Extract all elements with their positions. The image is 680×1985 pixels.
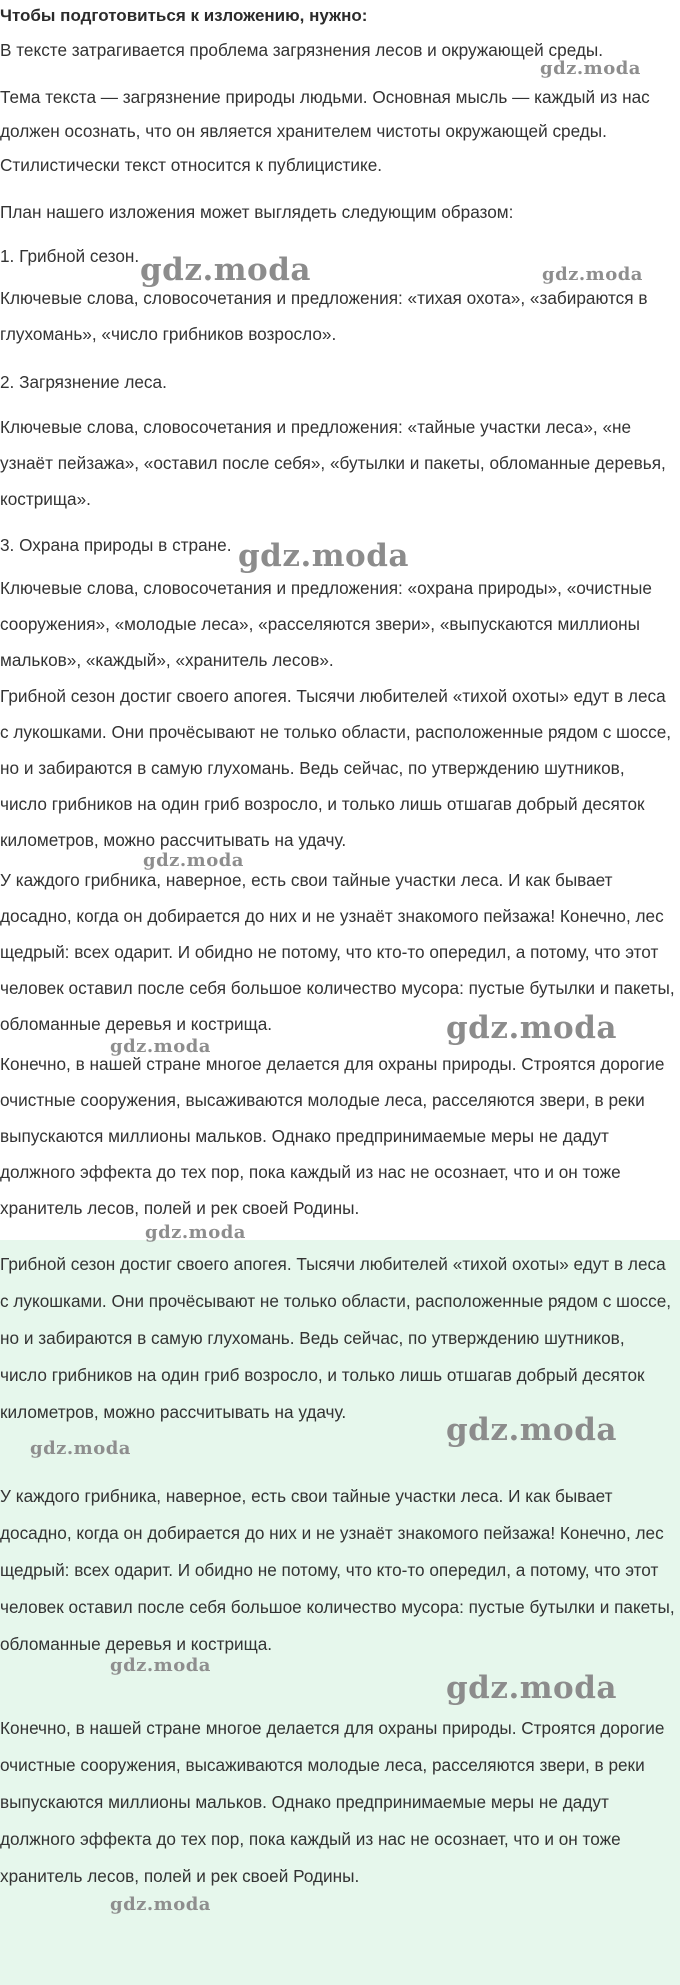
plan-item-1-title: 1. Грибной сезон. [0,246,140,266]
plan-item-2-title: 2. Загрязнение леса. [0,372,167,392]
intro-theme: Тема текста — загрязнение природы людьми. Основная мысль — каждый из нас должен осознать, что он является хранителем чистоты окружающей среды. Стилистически текст относится к публицистике. [0,87,650,175]
answer-paragraph-3: Конечно, в нашей стране многое делается для охраны природы. Строятся дорогие очистные сооружения, высаживаются молодые леса, расселяются звери, в реки выпускаются миллионы мальков. Однако предпринимаемые меры не дадут должного эффекта до тех пор, пока каждый из нас не осознает, что и он тоже хранитель лесов, полей и рек своей Родины. [0,1718,665,1886]
watermark-logo: gdz.moda [30,1438,131,1459]
watermark-logo: gdz.moda [140,252,311,288]
plan-item-3-keywords: Ключевые слова, словосочетания и предложения: «охрана природы», «очистные сооружения», «молодые леса», «расселяются звери», «выпускаются миллионы мальков», «каждый», «хранитель лесов». [0,578,652,670]
source-text-paragraph-1: Грибной сезон достиг своего апогея. Тысячи любителей «тихой охоты» едут в леса с лукошками. Они прочёсывают не только области, расположенные рядом с шоссе, но и забираются в самую глухомань. Ведь сейчас, по утверждению шутников, число грибников на один гриб возросло, и только лишь отшагав добрый десяток километров, можно рассчитывать на удачу. [0,686,672,850]
watermark-logo: gdz.moda [110,1894,211,1915]
watermark-logo: gdz.moda [143,850,244,871]
source-text-paragraph-2: У каждого грибника, наверное, есть свои тайные участки леса. И как бывает досадно, когда он добирается до них и не узнаёт знакомого пейзажа! Конечно, лес щедрый: всех одарит. И обидно не потому, что кто-то опередил, а потому, что этот человек оставил после себя большое количество мусора: пустые бутылки и пакеты, обломанные деревья и кострища. [0,870,675,1034]
intro-problem: В тексте затрагивается проблема загрязнения лесов и окружающей среды. [0,40,604,60]
page-heading: Чтобы подготовиться к изложению, нужно: [0,6,368,25]
watermark-logo: gdz.moda [446,1670,617,1706]
intro-plan-lead: План нашего изложения может выглядеть следующим образом: [0,202,514,222]
watermark-logo: gdz.moda [446,1010,617,1046]
source-text-paragraph-3: Конечно, в нашей стране многое делается для охраны природы. Строятся дорогие очистные сооружения, высаживаются молодые леса, расселяются звери, в реки выпускаются миллионы мальков. Однако предпринимаемые меры не дадут должного эффекта до тех пор, пока каждый из нас не осознает, что и он тоже хранитель лесов, полей и рек своей Родины. [0,1054,665,1218]
watermark-logo: gdz.moda [110,1036,211,1057]
watermark-logo: gdz.moda [540,58,641,79]
plan-item-3-title: 3. Охрана природы в стране. [0,535,232,555]
watermark-logo: gdz.moda [110,1655,211,1676]
watermark-logo: gdz.moda [145,1222,246,1243]
watermark-logo: gdz.moda [238,538,409,574]
plan-item-2-keywords: Ключевые слова, словосочетания и предложения: «тайные участки леса», «не узнаёт пейзажа», «оставил после себя», «бутылки и пакеты, обломанные деревья, кострища». [0,417,666,509]
watermark-logo: gdz.moda [446,1412,617,1448]
answer-paragraph-1: Грибной сезон достиг своего апогея. Тысячи любителей «тихой охоты» едут в леса с лукошками. Они прочёсывают не только области, расположенные рядом с шоссе, но и забираются в самую глухомань. Ведь сейчас, по утверждению шутников, число грибников на один гриб возросло, и только лишь отшагав добрый десяток километров, можно рассчитывать на удачу. [0,1254,672,1422]
answer-paragraph-2: У каждого грибника, наверное, есть свои тайные участки леса. И как бывает досадно, когда он добирается до них и не узнаёт знакомого пейзажа! Конечно, лес щедрый: всех одарит. И обидно не потому, что кто-то опередил, а потому, что этот человек оставил после себя большое количество мусора: пустые бутылки и пакеты, обломанные деревья и кострища. [0,1486,675,1654]
plan-item-1-keywords: Ключевые слова, словосочетания и предложения: «тихая охота», «забираются в глухомань», «число грибников возросло». [0,288,648,344]
watermark-logo: gdz.moda [542,264,643,285]
